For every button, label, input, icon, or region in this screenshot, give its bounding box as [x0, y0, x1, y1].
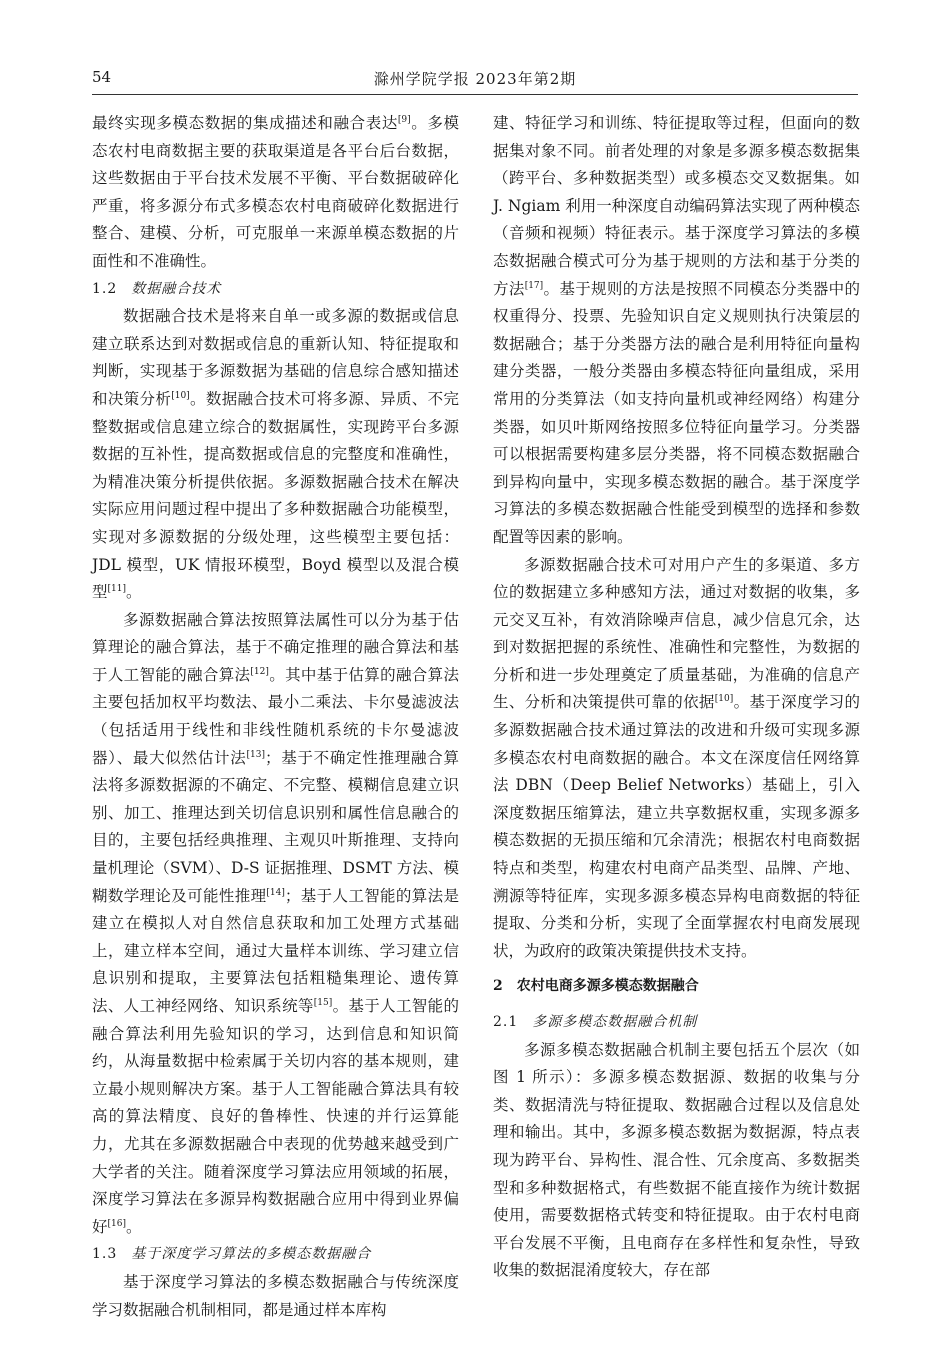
paragraph: 多源数据融合技术可对用户产生的多渠道、多方位的数据建立多种感知方法，通过对数据的收集，多元交叉互补，有效消除噪声信息，减少信息冗余，达到对数据把握的系统性、准确性和完整性，为数据的分析和进一步处理奠定了质量基础，为准确的信息产生、分析和决策提供可靠的依据[10]。基于深度学习的多源数据融合技术通过算法的改进和升级可实现多源多模态农村电商数据的融合。本文在深度信任网络算法 DBN（Deep Belief Networks）基础上，引入深度数据压缩算法，建立共享数据权重，实现多源多模态数据的无损压缩和冗余清洗；根据农村电商数据特点和类型，构建农村电商产品类型、品牌、产地、溯源等特征库，实现多源多模态异构电商数据的特征提取、分类和分析，实现了全面掌握农村电商发展现状，为政府的政策决策提供技术支持。	[493, 555, 860, 960]
section-heading-2-1: 2.1 多源多模态数据融合机制	[493, 1014, 698, 1030]
citation[interactable]: [17]	[524, 280, 544, 291]
citation[interactable]: [10]	[714, 694, 734, 705]
right-column	[493, 110, 860, 1285]
citation[interactable]: [14]	[266, 887, 285, 898]
paragraph: 多源多模态数据融合机制主要包括五个层次（如图 1 所示）：多源多模态数据源、数据的收集与分类、数据清洗与特征提取、数据融合过程以及信息处理和输出。其中，多源多模态数据为数据源，特点表现为跨平台、异构性、混合性、冗余度高、多数据类型和多种数据格式，有些数据不能直接作为统计数据使用，需要数据格式转变和特征提取。由于农村电商平台发展不平衡，且电商存在多样性和复杂性，导致收集的数据混淆度较大，存在部	[493, 1040, 860, 1280]
citation[interactable]: [11]	[107, 583, 126, 594]
left-column	[92, 110, 459, 1324]
section-heading-2: 2 农村电商多源多模态数据融合	[493, 978, 699, 995]
paragraph: 数据融合技术是将来自单一或多源的数据或信息建立联系达到对数据或信息的重新认知、特征提取和判断，实现基于多源数据为基础的信息综合感知描述和决策分析[10]。数据融合技术可将多源、异质、不完整数据或信息建立综合的数据属性，实现跨平台多源数据的互补性，提高数据或信息的完整度和准确性，为精准决策分析提供依据。多源数据融合技术在解决实际应用问题过程中提出了多种数据融合功能模型，实现对多源数据的分级处理，这些模型主要包括：JDL 模型，UK 情报环模型，Boyd 模型以及混合模型[11]。	[92, 307, 459, 602]
page-header	[92, 68, 858, 94]
page-number: 54	[92, 68, 112, 86]
citation[interactable]: [12]	[250, 666, 269, 677]
citation[interactable]: [9]	[397, 114, 411, 125]
citation[interactable]: [15]	[313, 997, 333, 1008]
citation[interactable]: [13]	[246, 749, 265, 760]
header-divider	[92, 94, 858, 95]
citation[interactable]: [10]	[171, 390, 190, 401]
paragraph: 多源数据融合算法按照算法属性可以分为基于估算理论的融合算法，基于不确定推理的融合算法和基于人工智能的融合算法[12]。其中基于估算的融合算法主要包括加权平均数法、最小二乘法、卡尔曼滤波法（包括适用于线性和非线性随机系统的卡尔曼滤波器）、最大似然估计法[13]；基于不确定性推理融合算法将多源数据源的不确定、不完整、模糊信息建立识别、加工、推理达到关切信息识别和属性信息融合的目的，主要包括经典推理、主观贝叶斯推理、支持向量机理论（SVM）、D-S 证据推理、DSMT 方法、模糊数学理论及可能性推理[14]；基于人工智能的算法是建立在模拟人对自然信息获取和加工处理方式基础上，建立样本空间，通过大量样本训练、学习建立信息识别和提取，主要算法包括粗糙集理论、遗传算法、人工神经网络、知识系统等[15]。基于人工智能的融合算法利用先验知识的学习，达到信息和知识简约，从海量数据中检索属于关切内容的基本规则，建立最小规则解决方案。基于人工智能融合算法具有较高的算法精度、良好的鲁棒性、快速的并行运算能力，尤其在多源数据融合中表现的优势越来越受到广大学者的关注。随着深度学习算法应用领域的拓展，深度学习算法在多源异构数据融合应用中得到业界偏好[16]。	[92, 610, 459, 1236]
paragraph: 最终实现多模态数据的集成描述和融合表达[9]。多模态农村电商数据主要的获取渠道是各平台后台数据，这些数据由于平台技术发展不平衡、平台数据破碎化严重，将多源分布式多模态农村电商破碎化数据进行整合、建模、分析，可克服单一来源单模态数据的片面性和不准确性。	[92, 114, 459, 270]
journal-title: 滁州学院学报 2023年第2期	[373, 70, 577, 88]
section-heading-1-3: 1.3 基于深度学习算法的多模态数据融合	[92, 1246, 372, 1263]
citation[interactable]: [16]	[107, 1218, 126, 1229]
paragraph: 建、特征学习和训练、特征提取等过程，但面向的数据集对象不同。前者处理的对象是多源多模态数据集（跨平台、多种数据类型）或多模态交叉数据集。如 J. Ngiam 利用一种深度自动编码算法实现了两种模态（音频和视频）特征表示。基于深度学习算法的多模态数据融合模式可分为基于规则的方法和基于分类的方法[17]。基于规则的方法是按照不同模态分类器中的权重得分、投票、先验知识自定义规则执行决策层的数据融合；基于分类器方法的融合是利用特征向量构建分类器，一般分类器由多模态特征向量组成，采用常用的分类算法（如支持向量机或神经网络）构建分类器，如贝叶斯网络按照多位特征向量学习。分类器可以根据需要构建多层分类器，将不同模态数据融合到异构向量中，实现多模态数据的融合。基于深度学习算法的多模态数据融合性能受到模型的选择和参数配置等因素的影响。	[493, 114, 860, 546]
section-heading-1-2: 1.2 数据融合技术	[92, 280, 222, 297]
paragraph: 基于深度学习算法的多模态数据融合与传统深度学习数据融合机制相同，都是通过样本库构	[92, 1272, 459, 1319]
